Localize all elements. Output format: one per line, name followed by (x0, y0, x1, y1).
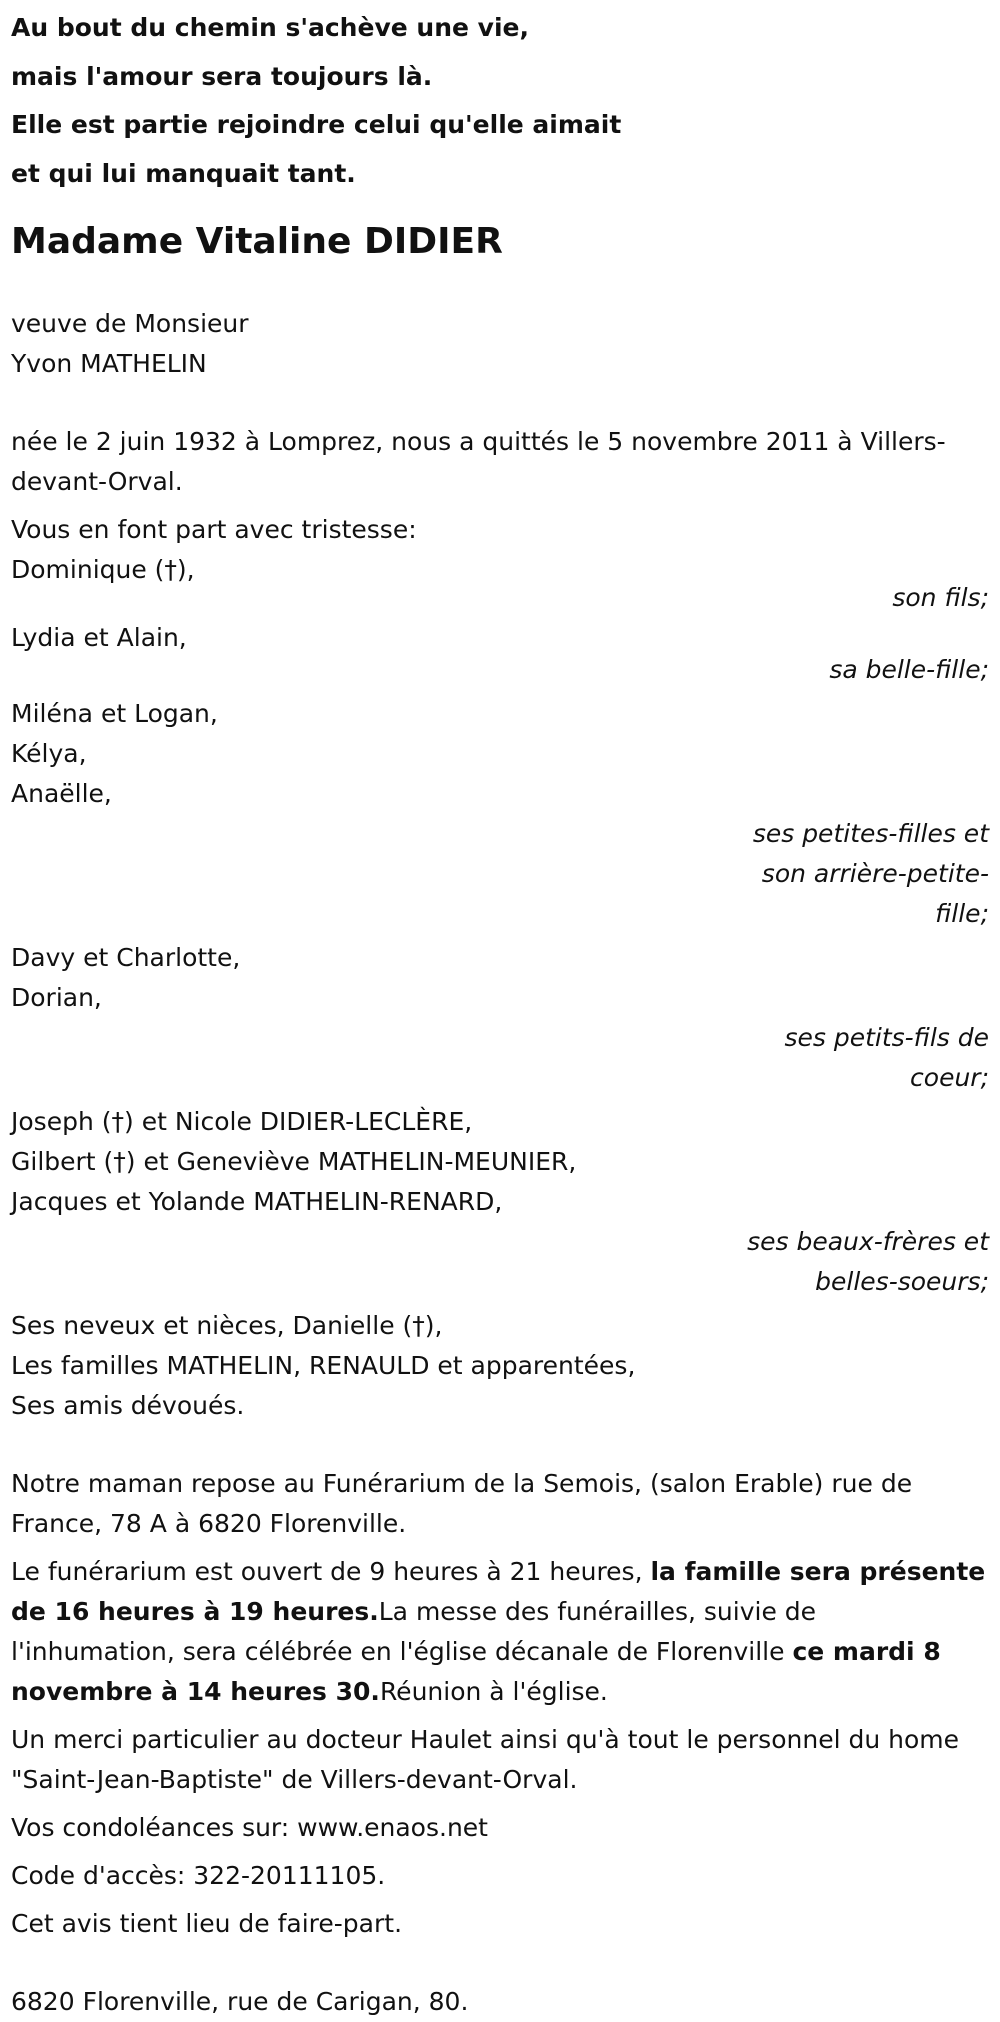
other-mourners (11, 1306, 991, 1426)
family-name: Lydia et Alain, (11, 623, 187, 652)
opening-hours (11, 1552, 986, 1712)
poem (11, 4, 991, 198)
family-presence: la famille sera présente de 16 heures à 19 heures. (11, 1557, 986, 1626)
family-name: Joseph (†) et Nicole DIDIER-LECLÈRE, (11, 1107, 473, 1136)
family-group (11, 550, 991, 618)
relation-line: ses petites-filles et (752, 819, 989, 848)
access-code: Code d'accès: 322-20111105. (11, 1861, 386, 1890)
family-group (11, 618, 991, 690)
deceased-name: Madame Vitaline DIDIER (11, 221, 503, 262)
rest-place: Notre maman repose au Funérarium de la Semois, (salon Erable) rue de France, 78 A à 6820 Florenville. (11, 1469, 913, 1538)
thanks: Un merci particulier au docteur Haulet ainsi qu'à tout le personnel du home "Saint-Jean-Baptiste" de Villers-devant-Orval. (11, 1725, 959, 1794)
family-name: Davy et Charlotte, (11, 943, 241, 972)
poem-line: Au bout du chemin s'achève une vie, (11, 13, 529, 42)
relation-line: belles-soeurs; (815, 1267, 989, 1296)
family-group (11, 694, 991, 934)
family-name: Kélya, (11, 739, 87, 768)
family-name: Gilbert (†) et Geneviève MATHELIN-MEUNIER, (11, 1147, 577, 1176)
funeral-date: ce mardi 8 novembre à 14 heures 30. (11, 1637, 941, 1706)
opening-text: Le funérarium est ouvert de 9 heures à 21 heures, (11, 1557, 651, 1586)
widow-line: veuve de Monsieur (11, 309, 249, 338)
family-name: Jacques et Yolande MATHELIN-RENARD, (11, 1187, 503, 1216)
family-group (11, 1102, 991, 1302)
widow-line: Yvon MATHELIN (11, 349, 207, 378)
family-relation (11, 1222, 989, 1302)
relation-line: coeur; (910, 1063, 989, 1092)
address: 6820 Florenville, rue de Carigan, 80. (11, 1987, 469, 2016)
relation-line: ses petits-fils de (784, 1023, 989, 1052)
condolences: Vos condoléances sur: www.enaos.net (11, 1813, 488, 1842)
mass-text: La messe des funérailles, suivie de l'inhumation, sera célébrée en l'église décanale de Florenville (11, 1597, 817, 1666)
family-name: Miléna et Logan, (11, 699, 218, 728)
family-relation: son fils; (892, 583, 989, 612)
family-name: Dominique (†), (11, 555, 195, 584)
relation-line: ses beaux-frères et (747, 1227, 989, 1256)
widow-of (11, 304, 991, 384)
notice: Cet avis tient lieu de faire-part. (11, 1909, 403, 1938)
poem-line: et qui lui manquait tant. (11, 158, 356, 188)
poem-line: Elle est partie rejoindre celui qu'elle aimait (11, 110, 622, 139)
family-relation (11, 814, 989, 934)
relation-line: son arrière-petite- (761, 859, 989, 888)
mourner-line: Les familles MATHELIN, RENAULD et apparentées, (11, 1351, 636, 1380)
obituary-notice (11, 0, 991, 2022)
mourner-line: Ses amis dévoués. (11, 1391, 245, 1420)
family-relation (11, 1018, 989, 1098)
mourner-line: Ses neveux et nièces, Danielle (†), (11, 1311, 443, 1340)
family-group (11, 938, 991, 1098)
family-relation: sa belle-fille; (829, 655, 989, 684)
relation-line: fille; (935, 899, 989, 928)
birth-death-info: née le 2 juin 1932 à Lomprez, nous a quittés le 5 novembre 2011 à Villers-devant-Orval. (11, 427, 946, 496)
meeting-text: Réunion à l'église. (379, 1677, 608, 1706)
poem-line: mais l'amour sera toujours là. (11, 61, 433, 91)
family-name: Dorian, (11, 983, 102, 1012)
intro-line: Vous en font part avec tristesse: (11, 515, 417, 544)
family-name: Anaëlle, (11, 779, 112, 808)
